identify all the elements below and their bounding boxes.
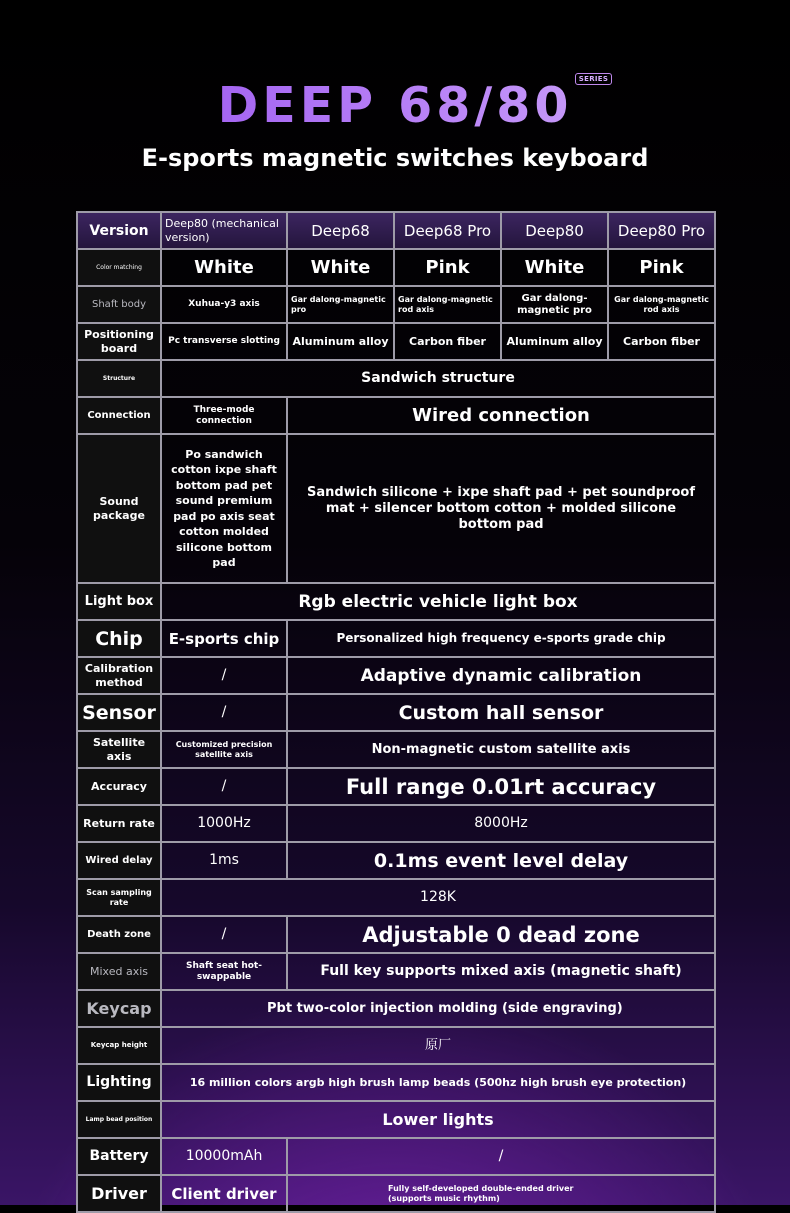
label-structure: Structure bbox=[77, 360, 161, 397]
board-value: Carbon fiber bbox=[608, 323, 715, 360]
mixed-axis-magnetic: Full key supports mixed axis (magnetic shaft) bbox=[287, 953, 715, 990]
shaft-value: Gar dalong-magnetic rod axis bbox=[394, 286, 501, 323]
row-battery bbox=[77, 1138, 715, 1175]
col-deep68: Deep68 bbox=[287, 212, 394, 249]
label-connection: Connection bbox=[77, 397, 161, 434]
shaft-value: Gar dalong-magnetic rod axis bbox=[608, 286, 715, 323]
structure-value: Sandwich structure bbox=[161, 360, 715, 397]
battery-magnetic: / bbox=[287, 1138, 715, 1175]
label-lamp-bead: Lamp bead position bbox=[77, 1101, 161, 1138]
col-deep68-pro: Deep68 Pro bbox=[394, 212, 501, 249]
color-value: Pink bbox=[608, 249, 715, 286]
label-version: Version bbox=[77, 212, 161, 249]
row-lighting bbox=[77, 1064, 715, 1101]
label-death-zone: Death zone bbox=[77, 916, 161, 953]
return-rate-magnetic: 8000Hz bbox=[287, 805, 715, 842]
calibration-magnetic: Adaptive dynamic calibration bbox=[287, 657, 715, 694]
sensor-mech: / bbox=[161, 694, 287, 731]
board-value: Aluminum alloy bbox=[287, 323, 394, 360]
color-value: White bbox=[287, 249, 394, 286]
sound-mech: Po sandwich cotton ixpe shaft bottom pad pet sound premium pad po axis seat cotton molded silicone bottom pad bbox=[161, 434, 287, 583]
spec-table bbox=[76, 211, 716, 1213]
row-chip bbox=[77, 620, 715, 657]
label-light-box: Light box bbox=[77, 583, 161, 620]
label-lighting: Lighting bbox=[77, 1064, 161, 1101]
label-keycap-height: Keycap height bbox=[77, 1027, 161, 1064]
col-deep80-mechanical: Deep80 (mechanical version) bbox=[161, 212, 287, 249]
light-box-value: Rgb electric vehicle light box bbox=[161, 583, 715, 620]
wired-delay-mech: 1ms bbox=[161, 842, 287, 879]
label-shaft-body: Shaft body bbox=[77, 286, 161, 323]
label-sound-package: Sound package bbox=[77, 434, 161, 583]
label-return-rate: Return rate bbox=[77, 805, 161, 842]
label-calibration: Calibration method bbox=[77, 657, 161, 694]
page-subtitle: E-sports magnetic switches keyboard bbox=[141, 144, 649, 172]
row-version bbox=[77, 212, 715, 249]
scan-sampling-value: 128K bbox=[161, 879, 715, 916]
chip-mech: E-sports chip bbox=[161, 620, 287, 657]
row-connection bbox=[77, 397, 715, 434]
row-return-rate bbox=[77, 805, 715, 842]
row-light-box bbox=[77, 583, 715, 620]
row-mixed-axis bbox=[77, 953, 715, 990]
row-wired-delay bbox=[77, 842, 715, 879]
row-positioning-board bbox=[77, 323, 715, 360]
label-chip: Chip bbox=[77, 620, 161, 657]
driver-magnetic: Fully self-developed double-ended driver (supports music rhythm) bbox=[287, 1175, 715, 1212]
brand-title: DEEP 68/80 bbox=[0, 76, 790, 136]
lamp-bead-value: Lower lights bbox=[161, 1101, 715, 1138]
row-lamp-bead bbox=[77, 1101, 715, 1138]
color-value: White bbox=[161, 249, 287, 286]
color-value: White bbox=[501, 249, 608, 286]
row-accuracy bbox=[77, 768, 715, 805]
label-positioning-board: Positioning board bbox=[77, 323, 161, 360]
label-mixed-axis: Mixed axis bbox=[77, 953, 161, 990]
label-keycap: Keycap bbox=[77, 990, 161, 1027]
connection-magnetic: Wired connection bbox=[287, 397, 715, 434]
col-deep80-pro: Deep80 Pro bbox=[608, 212, 715, 249]
shaft-value: Gar dalong-magnetic pro bbox=[287, 286, 394, 323]
mixed-axis-mech: Shaft seat hot-swappable bbox=[161, 953, 287, 990]
sound-magnetic: Sandwich silicone + ixpe shaft pad + pet soundproof mat + silencer bottom cotton + molded silicone bottom pad bbox=[287, 434, 715, 583]
shaft-value: Xuhua-y3 axis bbox=[161, 286, 287, 323]
return-rate-mech: 1000Hz bbox=[161, 805, 287, 842]
driver-mech: Client driver bbox=[161, 1175, 287, 1212]
label-wired-delay: Wired delay bbox=[77, 842, 161, 879]
color-value: Pink bbox=[394, 249, 501, 286]
label-battery: Battery bbox=[77, 1138, 161, 1175]
death-zone-magnetic: Adjustable 0 dead zone bbox=[287, 916, 715, 953]
row-structure bbox=[77, 360, 715, 397]
col-deep80: Deep80 bbox=[501, 212, 608, 249]
lighting-value: 16 million colors argb high brush lamp beads (500hz high brush eye protection) bbox=[161, 1064, 715, 1101]
accuracy-magnetic: Full range 0.01rt accuracy bbox=[287, 768, 715, 805]
row-satellite-axis bbox=[77, 731, 715, 768]
accuracy-mech: / bbox=[161, 768, 287, 805]
board-value: Pc transverse slotting bbox=[161, 323, 287, 360]
keycap-value: Pbt two-color injection molding (side engraving) bbox=[161, 990, 715, 1027]
label-sensor: Sensor bbox=[77, 694, 161, 731]
row-keycap bbox=[77, 990, 715, 1027]
sensor-magnetic: Custom hall sensor bbox=[287, 694, 715, 731]
shaft-value: Gar dalong-magnetic pro bbox=[501, 286, 608, 323]
row-sensor bbox=[77, 694, 715, 731]
label-driver: Driver bbox=[77, 1175, 161, 1212]
keycap-height-value: 原厂 bbox=[161, 1027, 715, 1064]
chip-magnetic: Personalized high frequency e-sports grade chip bbox=[287, 620, 715, 657]
label-satellite-axis: Satellite axis bbox=[77, 731, 161, 768]
row-calibration bbox=[77, 657, 715, 694]
row-keycap-height bbox=[77, 1027, 715, 1064]
row-death-zone bbox=[77, 916, 715, 953]
satellite-magnetic: Non-magnetic custom satellite axis bbox=[287, 731, 715, 768]
row-shaft-body bbox=[77, 286, 715, 323]
connection-mech: Three-mode connection bbox=[161, 397, 287, 434]
row-scan-sampling bbox=[77, 879, 715, 916]
board-value: Carbon fiber bbox=[394, 323, 501, 360]
row-color-matching bbox=[77, 249, 715, 286]
wired-delay-magnetic: 0.1ms event level delay bbox=[287, 842, 715, 879]
satellite-mech: Customized precision satellite axis bbox=[161, 731, 287, 768]
calibration-mech: / bbox=[161, 657, 287, 694]
death-zone-mech: / bbox=[161, 916, 287, 953]
battery-mech: 10000mAh bbox=[161, 1138, 287, 1175]
label-accuracy: Accuracy bbox=[77, 768, 161, 805]
label-color-matching: Color matching bbox=[77, 249, 161, 286]
row-driver bbox=[77, 1175, 715, 1212]
label-scan-sampling: Scan sampling rate bbox=[77, 879, 161, 916]
board-value: Aluminum alloy bbox=[501, 323, 608, 360]
row-sound-package bbox=[77, 434, 715, 583]
